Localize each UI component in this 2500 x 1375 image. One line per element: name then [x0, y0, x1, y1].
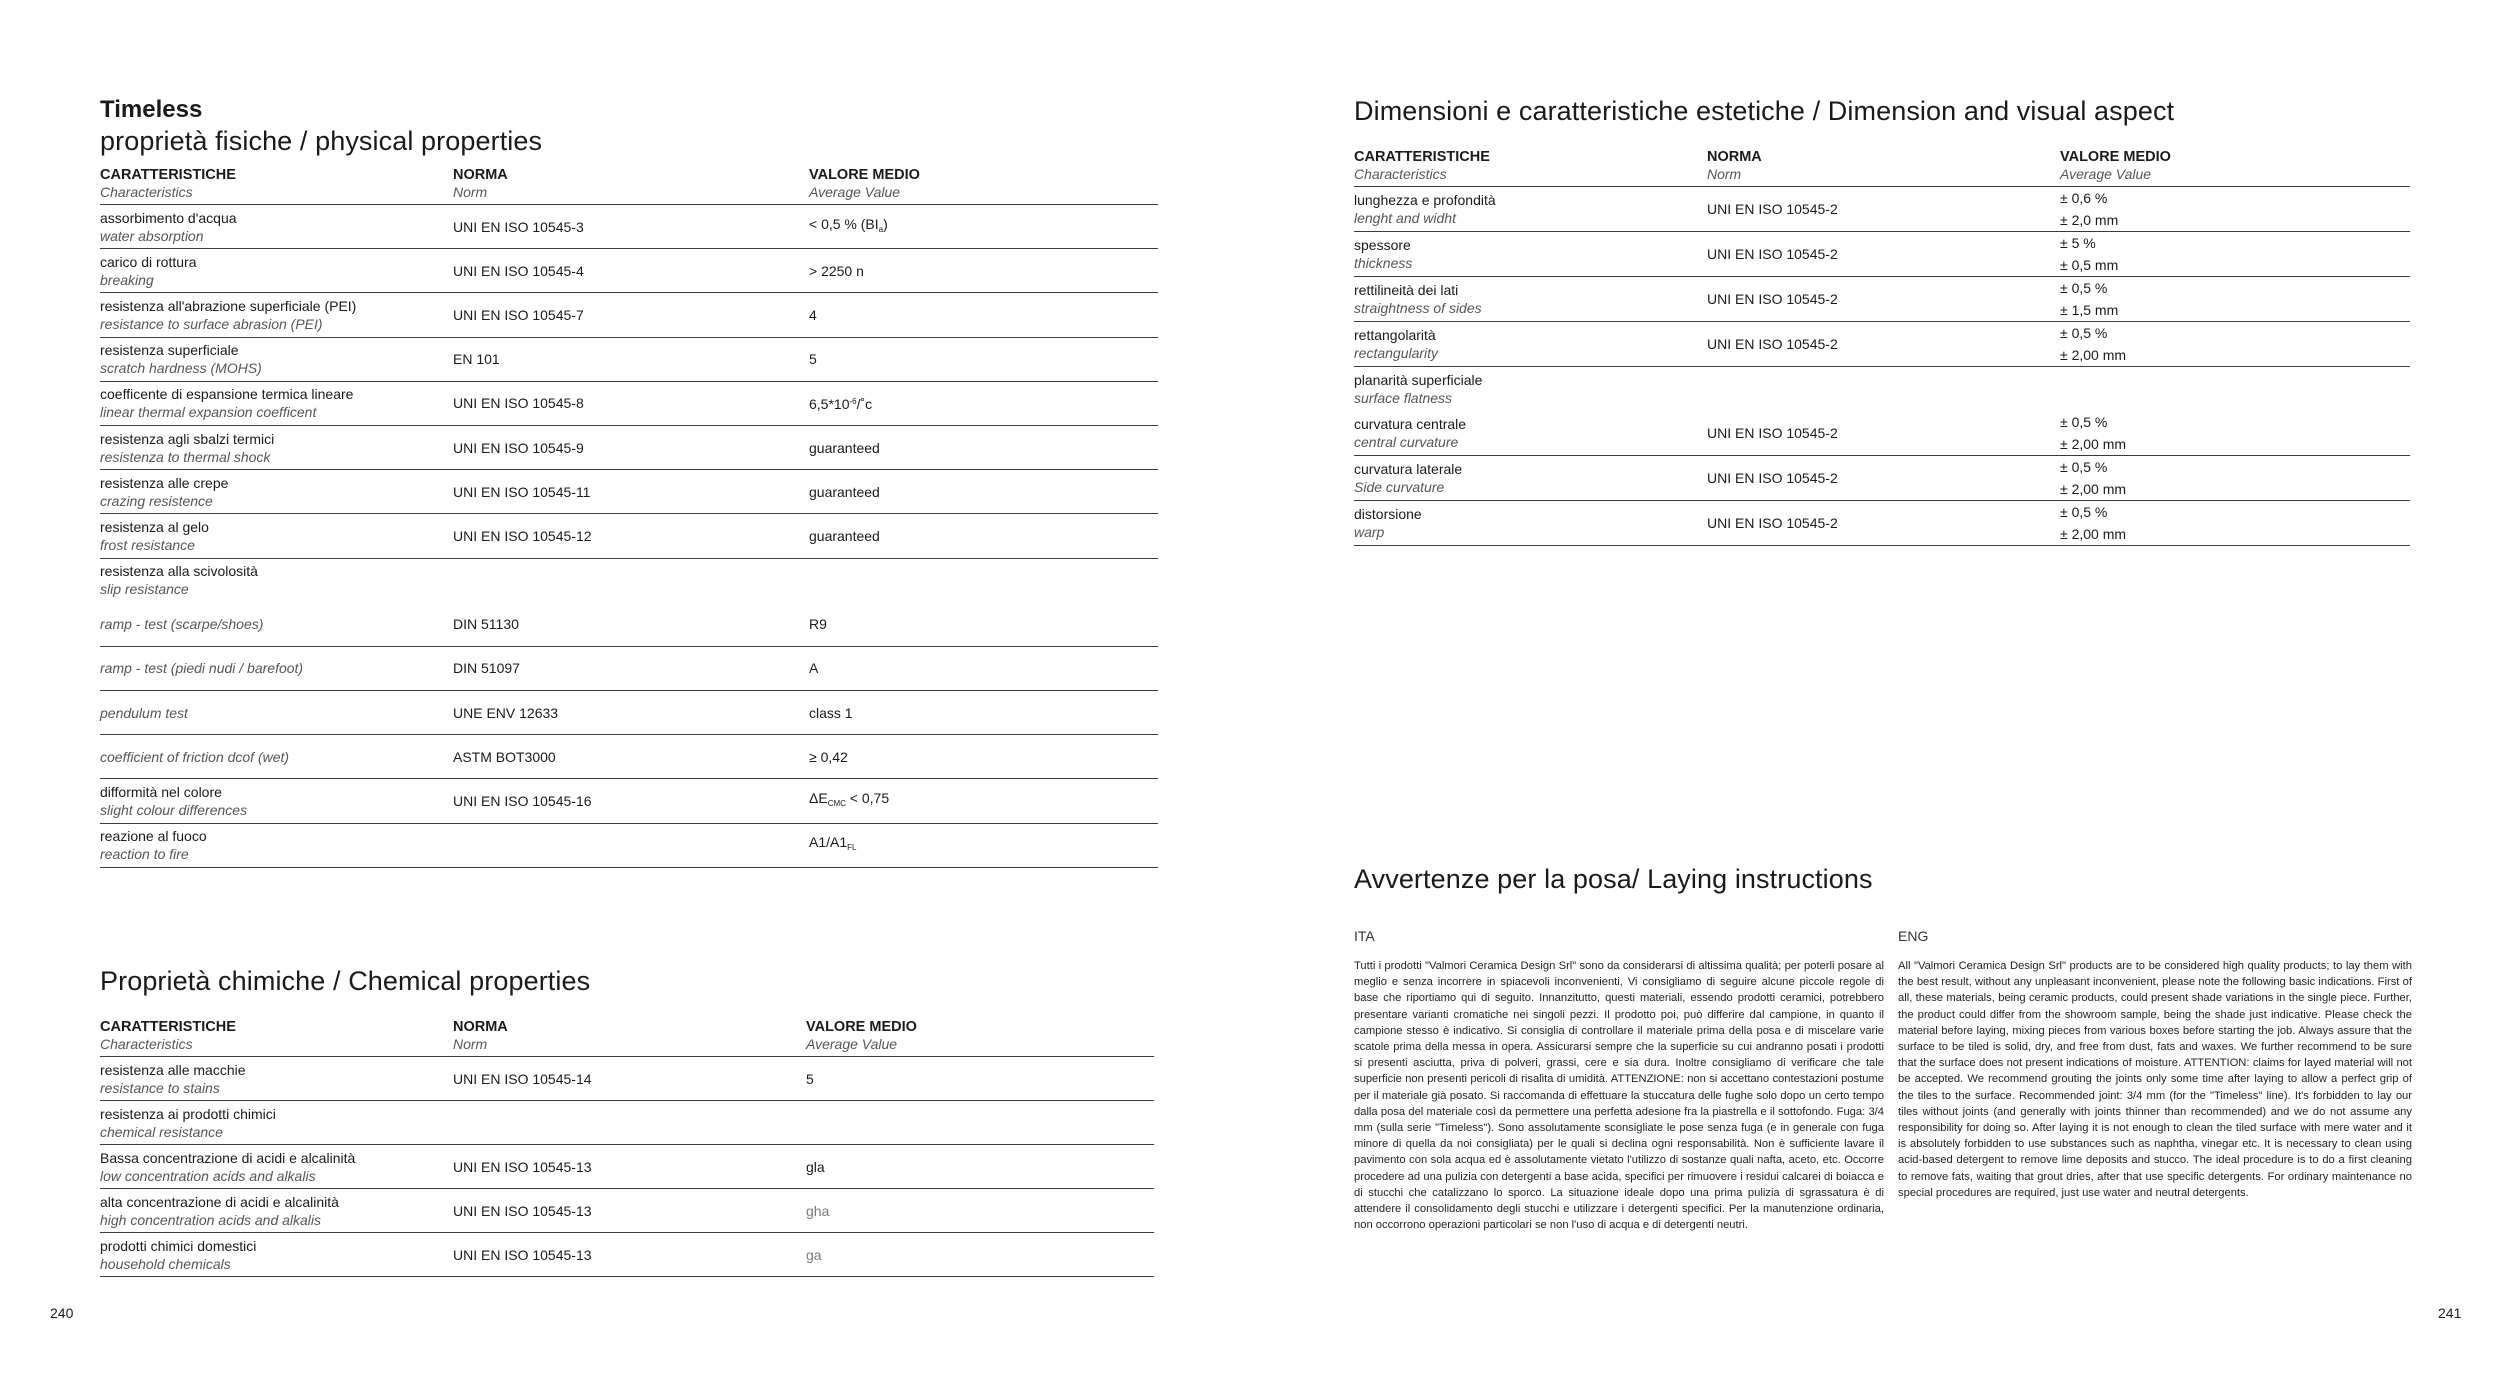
table-row	[100, 470, 1158, 514]
characteristic-english: resistance to stains	[100, 1079, 220, 1096]
table-row	[1354, 367, 2410, 411]
characteristic-cell	[1354, 277, 1707, 322]
characteristic-name: reazione al fuoco	[100, 828, 207, 845]
norm-cell: UNI EN ISO 10545-2	[1707, 322, 2060, 367]
characteristic-english: breaking	[100, 271, 154, 288]
table-row	[100, 1145, 1154, 1189]
characteristic-english: ramp - test (scarpe/shoes)	[100, 616, 264, 633]
characteristic-cell	[100, 1101, 453, 1145]
characteristic-name: spessore	[1354, 237, 1411, 253]
value-percent: ± 0,5 %	[2060, 413, 2108, 430]
value-mm: ± 2,00 mm	[2060, 347, 2127, 363]
header-characteristics: CARATTERISTICHE Characteristics	[1354, 148, 1707, 187]
page-number-right: 241	[2438, 1305, 2462, 1321]
ita-instructions: Tutti i prodotti "Valmori Ceramica Design Srl" sono da considerarsi di altissima qualità; per poterli posare al meglio e senza incorrere in spiacevoli inconvenienti, Vi consigliamo di seguire alcune piccole regole di base che riportiamo qui di seguito. Innanzitutto, questi materiali, essendo prodotti ceramici, potrebbero presentare varianti cromatiche nei singoli pezzi. Il prodotto poi, può differire dal campione, in quanto il campione stesso è indicativo. Si consiglia di controllare il materiale prima della posa e di miscelare varie scatole prima della messa in opera. Assicurarsi sempre che la superficie su cui andranno posati i prodotti si presenti asciutta, priva di polveri, grassi, cere e sia dura. Inoltre consigliamo di verificare che tale superficie non presenti pericoli di risalita di umidità. ATTENZIONE: non si accettano contestazioni postume per il materiale già posato. Si raccomanda di effettuare la stuccatura delle fughe solo dopo un certo tempo dalla posa del materiale così da permettere una perfetta adesione fra la piastrella e il sottofondo. Fuga: 3/4 mm (sulla serie "Timeless"). Sono assolutamente sconsigliate le pose senza fuga (e in generale con fuga minore di quella da noi consigliata) per le quali si declina ogni responsabilità. Non è sufficiente lavare il pavimento con sola acqua ed è assolutamente vietato l'utilizzo di sostanze quali nafta, aceto, etc. Occorre procedere ad una pulizia con detergenti a base acida, specifici per rimuovere i residui calcarei di boiacca e di stucchi che catalizzano lo sporco. La situazione ideale dopo una prima pulizia di sgrassatura è di attendere il consolidamento degli stucchi e utilizzare i detergenti specifici. Per la manutenzione ordinaria, non occorrono operazioni particolari se non l'uso di acqua e di detergenti neutri.	[1354, 960, 1884, 1232]
table-row	[100, 779, 1158, 823]
table-row	[1354, 455, 2410, 500]
characteristic-name: Bassa concentrazione di acidi e alcalinità	[100, 1149, 356, 1166]
characteristic-cell	[100, 293, 453, 337]
value-cell	[809, 337, 1158, 381]
characteristic-english: pendulum test	[100, 704, 188, 721]
value-cell	[809, 823, 1158, 867]
value-suffix: )	[883, 215, 888, 232]
norm-cell	[453, 1101, 806, 1145]
chemical-properties-table	[100, 1018, 1154, 1277]
value-cell	[809, 735, 1158, 779]
value-text: 5	[806, 1070, 814, 1087]
value-text: > 2250 n	[809, 262, 864, 279]
characteristic-english: linear thermal expansion coefficent	[100, 404, 317, 421]
value-cell	[806, 1145, 1154, 1189]
table-row	[100, 514, 1158, 558]
value-text: gla	[806, 1158, 825, 1175]
characteristic-english: low concentration acids and alkalis	[100, 1167, 316, 1184]
table-row	[100, 205, 1158, 249]
norm-cell: UNI EN ISO 10545-2	[1707, 411, 2060, 456]
characteristic-cell	[100, 558, 453, 602]
characteristic-name: resistenza alle macchie	[100, 1061, 246, 1078]
value-mm: ± 2,0 mm	[2060, 212, 2119, 228]
table-row	[1354, 322, 2410, 367]
value-mm: ± 2,00 mm	[2060, 525, 2127, 542]
characteristic-english: lenght and widht	[1354, 210, 1456, 226]
norm-cell: ASTM BOT3000	[453, 735, 809, 779]
norm-cell	[453, 823, 809, 867]
characteristic-cell	[1354, 232, 1707, 277]
norm-cell: UNI EN ISO 10545-13	[453, 1145, 806, 1189]
characteristic-cell	[1354, 322, 1707, 367]
value-text: class 1	[809, 704, 853, 721]
header-value: VALORE MEDIO Average Value	[2060, 148, 2410, 187]
characteristic-english: ramp - test (piedi nudi / barefoot)	[100, 660, 304, 677]
characteristic-english: high concentration acids and alkalis	[100, 1211, 322, 1228]
header-norm: NORMA Norm	[453, 1018, 806, 1057]
value-text: 4	[809, 306, 817, 323]
value-text: ≥ 0,42	[809, 748, 848, 765]
value-text: 6,5*10	[809, 396, 850, 413]
table-row	[1354, 187, 2410, 232]
table-row	[1354, 411, 2410, 456]
characteristic-name: resistenza superficiale	[100, 342, 239, 359]
characteristic-cell	[100, 823, 453, 867]
header-characteristics: CARATTERISTICHE Characteristics	[100, 166, 453, 205]
characteristic-cell	[100, 1145, 453, 1189]
page-number-left: 240	[50, 1305, 74, 1321]
characteristic-name: lunghezza e profondità	[1354, 192, 1496, 208]
physical-properties-title: proprietà fisiche / physical properties	[100, 126, 543, 156]
value-cell	[2060, 277, 2410, 322]
characteristic-english: slight colour differences	[100, 802, 248, 819]
value-suffix: /˚c	[856, 396, 873, 413]
characteristic-name: curvatura centrale	[1354, 415, 1467, 432]
value-cell	[2060, 232, 2410, 277]
value-cell	[2060, 411, 2410, 456]
characteristic-english: Side curvature	[1354, 478, 1445, 495]
norm-cell: UNI EN ISO 10545-13	[453, 1189, 806, 1233]
value-cell	[2060, 322, 2410, 367]
characteristic-english: chemical resistance	[100, 1123, 223, 1140]
header-value: VALORE MEDIO Average Value	[806, 1018, 1154, 1057]
characteristic-english: slip resistance	[100, 581, 189, 598]
characteristic-cell	[100, 1057, 453, 1101]
characteristic-cell	[1354, 187, 1707, 232]
norm-cell	[1707, 367, 2060, 411]
header-value: VALORE MEDIO Average Value	[809, 166, 1158, 205]
value-cell	[809, 381, 1158, 425]
value-cell	[2060, 367, 2410, 411]
value-cell	[806, 1189, 1154, 1233]
characteristic-cell	[100, 646, 453, 690]
characteristic-cell	[100, 735, 453, 779]
characteristic-cell	[1354, 455, 1707, 500]
table-row	[100, 425, 1158, 469]
norm-cell: UNI EN ISO 10545-2	[1707, 500, 2060, 545]
value-percent: ± 5 %	[2060, 235, 2096, 251]
physical-properties-table	[100, 166, 1158, 868]
header-norm: NORMA Norm	[1707, 148, 2060, 187]
characteristic-name: difformità nel colore	[100, 784, 222, 801]
laying-title: Avvertenze per la posa/ Laying instructions	[1354, 864, 1873, 894]
table-row	[1354, 500, 2410, 545]
value-cell	[809, 691, 1158, 735]
value-mm: ± 1,5 mm	[2060, 302, 2119, 318]
eng-instructions: All "Valmori Ceramica Design Srl" products are to be considered high quality products; to lay them with the best result, without any unpleasant inconvenient, please note the following basic indications. First of all, these materials, being ceramic products, could present shade variations in the single piece. Further, the product could differ from the showroom sample, being the shade just indicative. Please check the material before laying, mixing pieces from various boxes before starting the job. Always assure that the surface to be tiled is solid, dry, and free from dust, fats and waxes. We further recommend to be sure that the surface does not present indications of moisture. ATTENTION: claims for layed material will not be accepted. We recommend grouting the joints only some time after laying to allow a perfect grip of the tiles to the surface. Recommended joint: 3/4 mm (for the "Timeless" line). It's forbidden to lay our tiles without joints (and generally with joints thinner than recommended) and we do not assume any responsibility for doing so. After laying it is not enough to clean the tiled surface with mere water and it is absolutely forbidden to use substances such as naphtha, vinegar etc. It is necessary to clean using acid-based detergent to remove lime deposits and stucco. The ideal procedure is to do a first cleaning to remove fats, waiting that grout dries, after that use specific detergents. For ordinary maintenance no special procedures are required, just use water and neutral detergents.	[1898, 960, 2412, 1199]
value-cell	[809, 558, 1158, 602]
characteristic-name: resistenza alla scivolosità	[100, 563, 258, 580]
table-row	[100, 381, 1158, 425]
norm-cell: UNI EN ISO 10545-16	[453, 779, 809, 823]
characteristic-english: rectangularity	[1354, 345, 1439, 361]
characteristic-english: resistenza to thermal shock	[100, 448, 271, 465]
norm-cell: UNI EN ISO 10545-13	[453, 1233, 806, 1277]
value-cell	[806, 1101, 1154, 1145]
value-cell	[809, 602, 1158, 646]
norm-cell: EN 101	[453, 337, 809, 381]
value-percent: ± 0,5 %	[2060, 503, 2108, 520]
table-row	[1354, 277, 2410, 322]
characteristic-english: household chemicals	[100, 1255, 231, 1272]
value-text: 5	[809, 351, 817, 368]
characteristic-name: resistenza al gelo	[100, 518, 209, 535]
value-cell	[809, 293, 1158, 337]
value-cell	[809, 514, 1158, 558]
characteristic-english: central curvature	[1354, 433, 1459, 450]
characteristic-cell	[100, 337, 453, 381]
header-norm: NORMA Norm	[453, 166, 809, 205]
norm-cell: UNI EN ISO 10545-8	[453, 381, 809, 425]
characteristic-name: planarità superficiale	[1354, 371, 1483, 388]
characteristic-cell	[100, 381, 453, 425]
norm-cell: UNI EN ISO 10545-2	[1707, 232, 2060, 277]
value-cell	[809, 646, 1158, 690]
norm-cell: UNI EN ISO 10545-7	[453, 293, 809, 337]
value-text: guaranteed	[809, 483, 880, 500]
value-cell	[809, 205, 1158, 249]
characteristic-name: resistenza agli sbalzi termici	[100, 430, 275, 447]
table-row	[100, 602, 1158, 646]
characteristic-cell	[100, 470, 453, 514]
characteristic-cell	[1354, 500, 1707, 545]
norm-cell: UNI EN ISO 10545-3	[453, 205, 809, 249]
collection-title: Timeless	[100, 96, 203, 123]
characteristic-name: distorsione	[1354, 505, 1422, 522]
characteristic-cell	[100, 514, 453, 558]
value-text: ga	[806, 1246, 822, 1263]
characteristic-english: surface flatness	[1354, 389, 1453, 406]
characteristic-cell	[100, 1189, 453, 1233]
characteristic-cell	[100, 779, 453, 823]
value-mm: ± 2,00 mm	[2060, 435, 2127, 452]
table-row	[100, 249, 1158, 293]
value-text: A1/A1	[809, 834, 848, 851]
value-cell	[2060, 500, 2410, 545]
table-row	[100, 293, 1158, 337]
characteristic-english: reaction to fire	[100, 846, 189, 863]
value-cell	[806, 1057, 1154, 1101]
characteristic-name: prodotti chimici domestici	[100, 1237, 257, 1254]
dimension-table	[1354, 148, 2410, 546]
characteristic-cell	[100, 205, 453, 249]
value-text: R9	[809, 616, 827, 633]
value-mm: ± 2,00 mm	[2060, 480, 2127, 497]
characteristic-english: crazing resistence	[100, 492, 213, 509]
value-superscript: -6	[849, 397, 857, 407]
characteristic-name: resistenza all'abrazione superficiale (PEI)	[100, 297, 357, 314]
value-cell	[809, 249, 1158, 293]
characteristic-english: warp	[1354, 523, 1385, 540]
characteristic-cell	[100, 249, 453, 293]
table-row	[1354, 232, 2410, 277]
characteristic-name: assorbimento d'acqua	[100, 209, 237, 226]
ita-label: ITA	[1354, 928, 1375, 944]
value-percent: ± 0,6 %	[2060, 190, 2108, 206]
norm-cell: UNI EN ISO 10545-11	[453, 470, 809, 514]
norm-cell: DIN 51097	[453, 646, 809, 690]
characteristic-cell	[100, 691, 453, 735]
characteristic-name: coefficente di espansione termica lineare	[100, 386, 354, 403]
characteristic-name: alta concentrazione di acidi e alcalinità	[100, 1193, 339, 1210]
value-percent: ± 0,5 %	[2060, 458, 2108, 475]
value-cell	[2060, 187, 2410, 232]
characteristic-cell	[1354, 411, 1707, 456]
characteristic-cell	[1354, 367, 1707, 411]
table-row	[100, 646, 1158, 690]
value-subscript: CMC	[827, 799, 846, 809]
characteristic-name: carico di rottura	[100, 253, 197, 270]
table-row	[100, 691, 1158, 735]
value-suffix: < 0,75	[845, 790, 890, 807]
characteristic-name: curvatura laterale	[1354, 460, 1463, 477]
norm-cell: UNI EN ISO 10545-2	[1707, 455, 2060, 500]
table-row	[100, 823, 1158, 867]
table-row	[100, 1189, 1154, 1233]
chemical-properties-title: Proprietà chimiche / Chemical properties	[100, 966, 591, 996]
value-cell	[809, 779, 1158, 823]
characteristic-name: resistenza ai prodotti chimici	[100, 1105, 276, 1122]
characteristic-name: rettilineità dei lati	[1354, 282, 1459, 298]
norm-cell: UNI EN ISO 10545-4	[453, 249, 809, 293]
value-text: ΔE	[809, 790, 828, 807]
norm-cell: UNI EN ISO 10545-2	[1707, 277, 2060, 322]
value-text: gha	[806, 1202, 830, 1219]
value-text: A	[809, 660, 819, 677]
value-percent: ± 0,5 %	[2060, 325, 2108, 341]
characteristic-english: frost resistance	[100, 536, 195, 553]
value-cell	[809, 425, 1158, 469]
value-text: guaranteed	[809, 439, 880, 456]
norm-cell: UNI EN ISO 10545-12	[453, 514, 809, 558]
header-characteristics: CARATTERISTICHE Characteristics	[100, 1018, 453, 1057]
norm-cell: DIN 51130	[453, 602, 809, 646]
table-row	[100, 1057, 1154, 1101]
table-row	[100, 735, 1158, 779]
characteristic-english: thickness	[1354, 255, 1413, 271]
norm-cell: UNE ENV 12633	[453, 691, 809, 735]
characteristic-cell	[100, 1233, 453, 1277]
value-text: < 0,5 % (BI	[809, 215, 879, 232]
characteristic-english: water absorption	[100, 227, 204, 244]
characteristic-name: resistenza alle crepe	[100, 474, 229, 491]
table-row	[100, 1101, 1154, 1145]
value-subscript: a	[878, 224, 884, 234]
value-cell	[809, 470, 1158, 514]
norm-cell: UNI EN ISO 10545-2	[1707, 187, 2060, 232]
value-percent: ± 0,5 %	[2060, 280, 2108, 296]
value-cell	[2060, 455, 2410, 500]
value-text: guaranteed	[809, 527, 880, 544]
norm-cell: UNI EN ISO 10545-9	[453, 425, 809, 469]
characteristic-cell	[100, 425, 453, 469]
value-mm: ± 0,5 mm	[2060, 257, 2119, 273]
characteristic-english: coefficient of friction dcof (wet)	[100, 748, 290, 765]
characteristic-english: scratch hardness (MOHS)	[100, 360, 262, 377]
norm-cell	[453, 558, 809, 602]
dimension-title: Dimensioni e caratteristiche estetiche / Dimension and visual aspect	[1354, 96, 2175, 126]
characteristic-english: resistance to surface abrasion (PEI)	[100, 315, 323, 332]
characteristic-name: rettangolarità	[1354, 327, 1436, 343]
value-cell	[806, 1233, 1154, 1277]
norm-cell: UNI EN ISO 10545-14	[453, 1057, 806, 1101]
table-row	[100, 337, 1158, 381]
right-page	[1250, 0, 2500, 1375]
table-row	[100, 558, 1158, 602]
characteristic-cell	[100, 602, 453, 646]
characteristic-english: straightness of sides	[1354, 300, 1482, 316]
value-subscript: FL	[847, 843, 857, 853]
eng-label: ENG	[1898, 928, 1929, 944]
table-row	[100, 1233, 1154, 1277]
